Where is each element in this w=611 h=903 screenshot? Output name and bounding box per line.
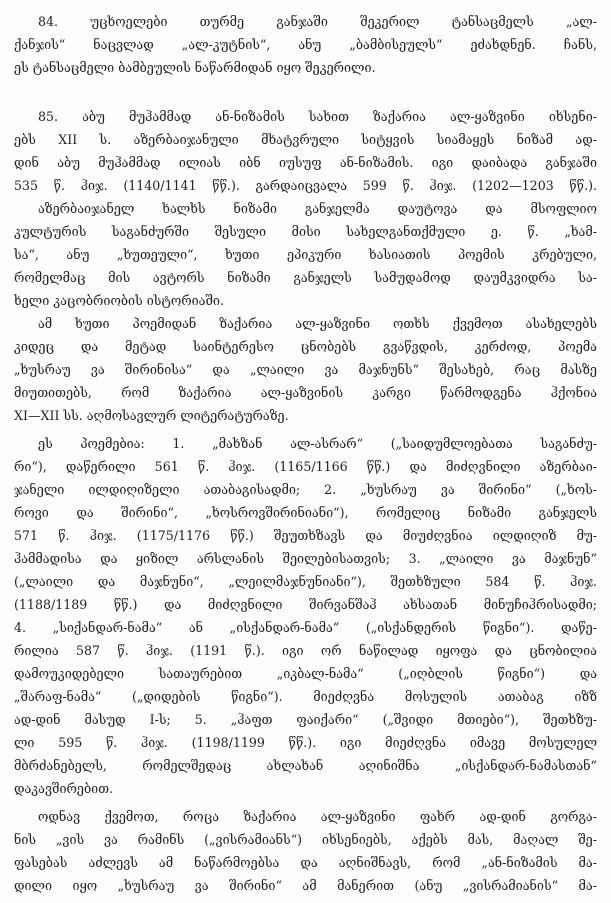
text-line: XI—XII სს. აღმოსავლურ ლიტერატურაზე. <box>14 408 289 423</box>
text-line: მიუთითებს, რომ ზაქარია ალ-ყაზვინის კარგი წარმოდგენა ჰქონია <box>14 385 597 400</box>
text-line: ნის „ვის ვა რამინს („ვისრამიანს“) იხსენიებს, აქებს მას, მაღალ შე- <box>14 832 597 847</box>
paragraph-84 <box>14 10 597 79</box>
text-line: ოდნავ ქვემოთ, როცა ზაქარია ალ-ყაზვინი ფახრ ად-დინ გორგა- <box>38 809 597 824</box>
text-line: „შარაფ-ნამა“ („დიდების წიგნი“). მიეძღვნა მოსულის ათაბაგ იზზ <box>14 689 597 704</box>
text-line: ეს პოემებია: 1. „მახზან ალ-ასრარ“ („საიდუმლოებათა საგანძუ- <box>38 436 597 451</box>
text-line: ქანჯის“ ნაცვლად „ალ-კუტნის“, ანუ „ბამბისეულს“ ეძახდნენ. ჩანს, <box>14 37 597 52</box>
text-line: ებს XII ს. აზერბაიჯანული მხატვრული სიტყვის სიამაყეს ნიზამ ად- <box>14 132 597 147</box>
text-line: დილი იყო „ხუსრაუ ვა შირინი“ ამ მანერით (ანუ „ვისრამიანის“ მა- <box>14 878 597 893</box>
paragraph-poem-list <box>14 432 597 800</box>
text-line: რი“), დაწერილი 561 წ. ჰიჯ. (1165/1166 წწ.) და მიძღვნილი აზერბაი- <box>14 459 597 474</box>
text-line: ჰამმადისა და ყიზილ არსლანის შეილებისათვის; 3. „ლაილი ვა მაჯნუნ“ <box>14 551 597 566</box>
text-line: დაკავშირებით. <box>14 781 114 796</box>
paragraph-spacer <box>14 79 597 105</box>
text-line: (1188/1189 წწ.) და მიძღვნილი შირვანშაჰ ახსათან მინუჩიჰრისადმი; <box>14 597 597 612</box>
text-line: 4. „სიქანდარ-ნამა“ ან „ისქანდარ-ნამა“ („ისქანდერის წიგნი“). დაწე- <box>14 620 597 635</box>
text-line: 84. უცხოელები თურმე განჯაში შეკერილ ტანსაცმელს „ალ- <box>38 14 597 29</box>
text-line: ხელი კაცობრიობის ისტორიაში. <box>14 293 224 308</box>
text-line: ჯანელი ილდიღიზელი ათაბაგისადმი; 2. „ხუსრაუ ვა შირინი“ („ხოს- <box>14 482 597 497</box>
text-line: ად-დინ მასუდ I-ს; 5. „ჰაფთ ფაიქარი“ („შვიდი მთიები“), შეთხზუ- <box>14 712 597 727</box>
text-line: 85. აბუ მუჰამმად ან-ნიზამის სახით ზაქარია ალ-ყაზვინი იხსენი- <box>38 109 597 124</box>
text-line: რილია 587 წ. ჰიჯ. (1191 წ.). იგი ორ ნაწილად იყოფა და ცნობილია <box>14 643 597 658</box>
text-line: ეს ტანსაცმელი ბამბეულის ნაწარმიდან იყო შეკერილი. <box>14 60 376 75</box>
text-line: კულტურის საგანძურში შესული მისი სახელგანთქმული ე. წ. „ხამ- <box>14 224 597 239</box>
text-line: აზერბაიჯანელ ხალხს ნიზამი განჯელმა დაუტოვა და მსოფლიო <box>38 201 597 216</box>
paragraph-vis-ramin <box>14 805 597 897</box>
text-line: 571 წ. ჰიჯ. (1175/1176 წწ.) შეუთხზავს და მიუძღვნია ილდიღიზ მუ- <box>14 528 597 543</box>
text-line: „ხუსრაუ ვა შირინისა“ და „ლაილი ვა მაჯნუნს“ შესახებ, რაც მასზე <box>14 362 597 377</box>
text-line: მბრძანებელს, რომელშედაც ახლახან აღინიშნა „ისქანდარ-ნამასთან“ <box>14 758 597 773</box>
text-line: დამოუკიდებელი სათაურებით „იკბალ-ნამა“ („იღბლის წიგნი“) და <box>14 666 597 681</box>
text-line: 535 წ. ჰიჯ. (1140/1141 წწ.). გარდაიცვალა 599 წ. ჰიჯ. (1202—1203 წწ.). <box>14 178 597 193</box>
text-line: ფასებას აძლევს ამ ნაწარმოებსა და აღნიშნავს, რომ „ან-ნიზამის მა- <box>14 855 597 870</box>
text-line: რომელმაც მის ავტორს ნიზამი განჯელს სამუდამოდ დაუმკვიდრა სა- <box>14 270 597 285</box>
text-line: ლი 595 წ. ჰიჯ. (1198/1199 წწ.). იგი მიეძღვნა იმავე მოსულელ <box>14 735 597 750</box>
paragraph-85 <box>14 105 597 312</box>
text-line: ამ ხუთი პოემიდან ზაქარია ალ-ყაზვინი ოთხს ქვემოთ ასახელებს <box>38 316 597 331</box>
text-line: დინ აბუ მუჰამმად ილიას იბნ იუსუფ ან-ნიზამის. იგი დაიბადა განჯაში <box>14 155 597 170</box>
text-line: („ლაილი და მაჯნუნი“, „ლეილმაჯნუნიანი“), შეთხზული 584 წ. ჰიჯ. <box>14 574 597 589</box>
paragraph-five-poems-intro <box>14 312 597 427</box>
text-line: კიდეც და მეტად საინტერესო ცნობებს გვაწვდის, კერძოდ, პოემა <box>14 339 597 354</box>
text-line: როვი და შირინი“, „ხოსროვშირინიანი“), რომელიც ნიზამი განჯელს <box>14 505 597 520</box>
text-line: სა“, ანუ „ხუთეული“, ხუთი ეპიკური ხასიათის პოემის კრებული, <box>14 247 597 262</box>
